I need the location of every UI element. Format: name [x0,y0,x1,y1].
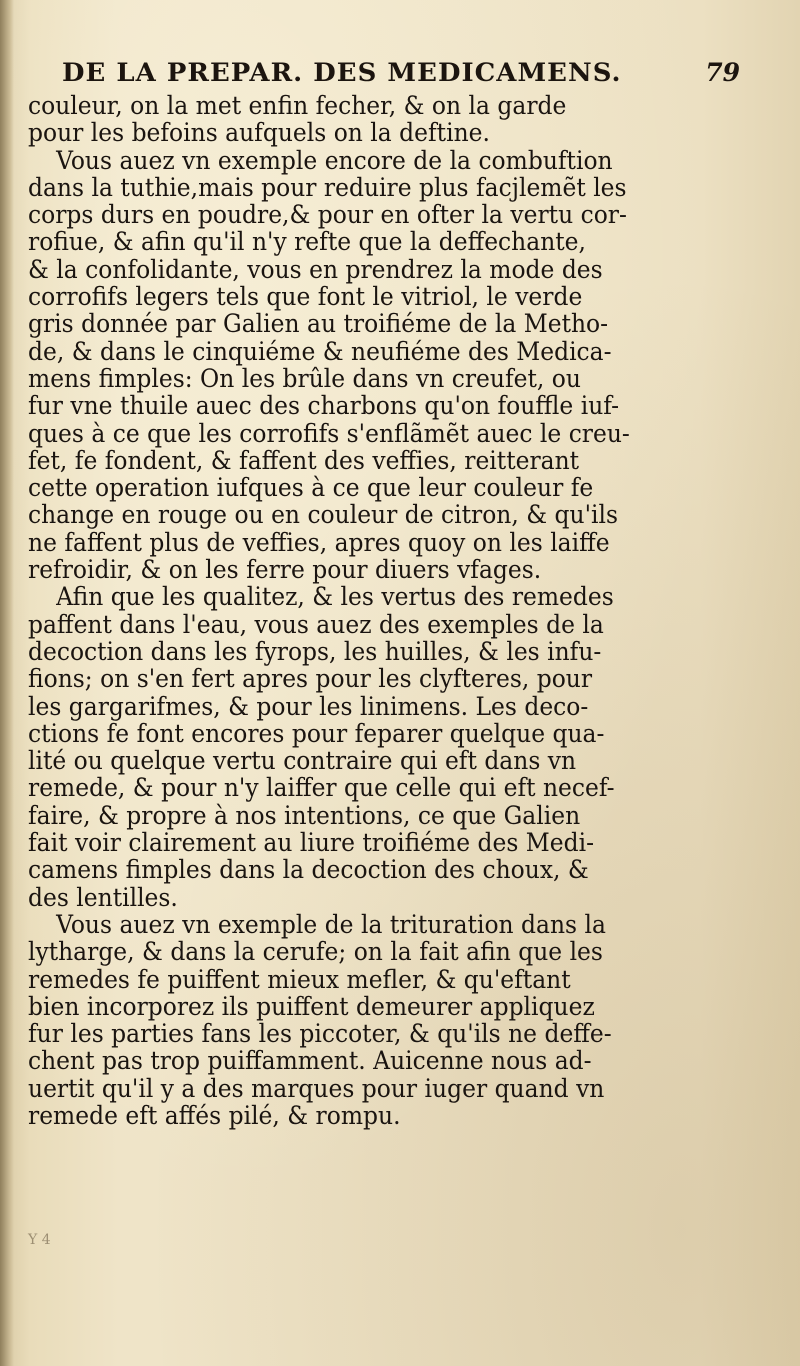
text-line: pour les befoins aufquels on la deftine. [28,118,490,148]
text-line: rofiue, & afin qu'il n'y refte que la deffechante, [28,227,586,257]
text-line: faire, & propre à nos intentions, ce que Galien [28,800,581,830]
text-line: & la confolidante, vous en prendrez la mode des [28,254,603,284]
text-line: refroidir, & on les ferre pour diuers vfages. [28,555,542,585]
text-line: mens fimples: On les brûle dans vn creufet, ou [28,363,581,393]
text-line: uertit qu'il y a des marques pour iuger quand vn [28,1073,605,1103]
text-line: cette operation iufques à ce que leur couleur fe [28,473,594,503]
text-line: gris donnée par Galien au troifiéme de la Metho- [28,309,609,339]
text-line: fet, fe fondent, & faffent des veffies, reitterant [28,445,580,475]
running-title: DE LA PREPAR. DES MEDICAMENS. [62,58,622,87]
text-line: fur les parties fans les piccoter, & qu'ils ne deffe- [28,1019,612,1049]
text-line: ques à ce que les corrofifs s'enflãmẽt auec le creu- [28,418,630,448]
text-line: fur vne thuile auec des charbons qu'on fouffle iuf- [28,391,620,421]
page-number: 79 [705,58,740,87]
text-line: les gargarifmes, & pour les linimens. Les deco- [28,691,589,721]
text-line: Afin que les qualitez, & les vertus des remedes [56,582,614,612]
text-line: Vous auez vn exemple encore de la combuftion [56,145,613,175]
text-line: chent pas trop puiffamment. Auicenne nous ad- [28,1046,592,1076]
text-line: corrofifs legers tels que font le vitriol, le verde [28,282,583,312]
text-line: fions; on s'en fert apres pour les clyfteres, pour [28,664,593,694]
body-text [28,91,630,1130]
text-line: ne faffent plus de veffies, apres quoy on les laiffe [28,527,610,557]
text-line: fait voir clairement au liure troifiéme des Medi- [28,828,595,858]
text-line: remede, & pour n'y laiffer que celle qui eft necef- [28,773,615,803]
text-line: lité ou quelque vertu contraire qui eft dans vn [28,746,577,776]
text-line: lytharge, & dans la cerufe; on la fait afin que les [28,937,603,967]
page-gutter [0,0,14,1366]
text-line: change en rouge ou en couleur de citron, & qu'ils [28,500,619,530]
text-line: camens fimples dans la decoction des choux, & [28,855,589,885]
text-line: bien incorporez ils puiffent demeurer appliquez [28,991,595,1021]
text-line: ctions fe font encores pour feparer quelque qua- [28,718,605,748]
text-line: couleur, on la met enfin fecher, & on la garde [28,91,567,120]
signature-mark: Y 4 [28,1232,51,1248]
text-line: des lentilles. [28,882,178,912]
text-line: corps durs en poudre,& pour en ofter la vertu cor- [28,200,627,230]
text-line: de, & dans le cinquiéme & neufiéme des Medica- [28,336,612,366]
text-line: decoction dans les fyrops, les huilles, & les infu- [28,636,602,666]
text-line: Vous auez vn exemple de la trituration dans la [56,909,606,939]
text-line: remedes fe puiffent mieux mefler, & qu'eftant [28,964,571,994]
text-line: remede eft affés pilé, & rompu. [28,1100,401,1130]
running-head [62,58,740,92]
text-line: paffent dans l'eau, vous auez des exemples de la [28,609,604,639]
text-line: dans la tuthie,mais pour reduire plus facjlemẽt les [28,172,627,202]
